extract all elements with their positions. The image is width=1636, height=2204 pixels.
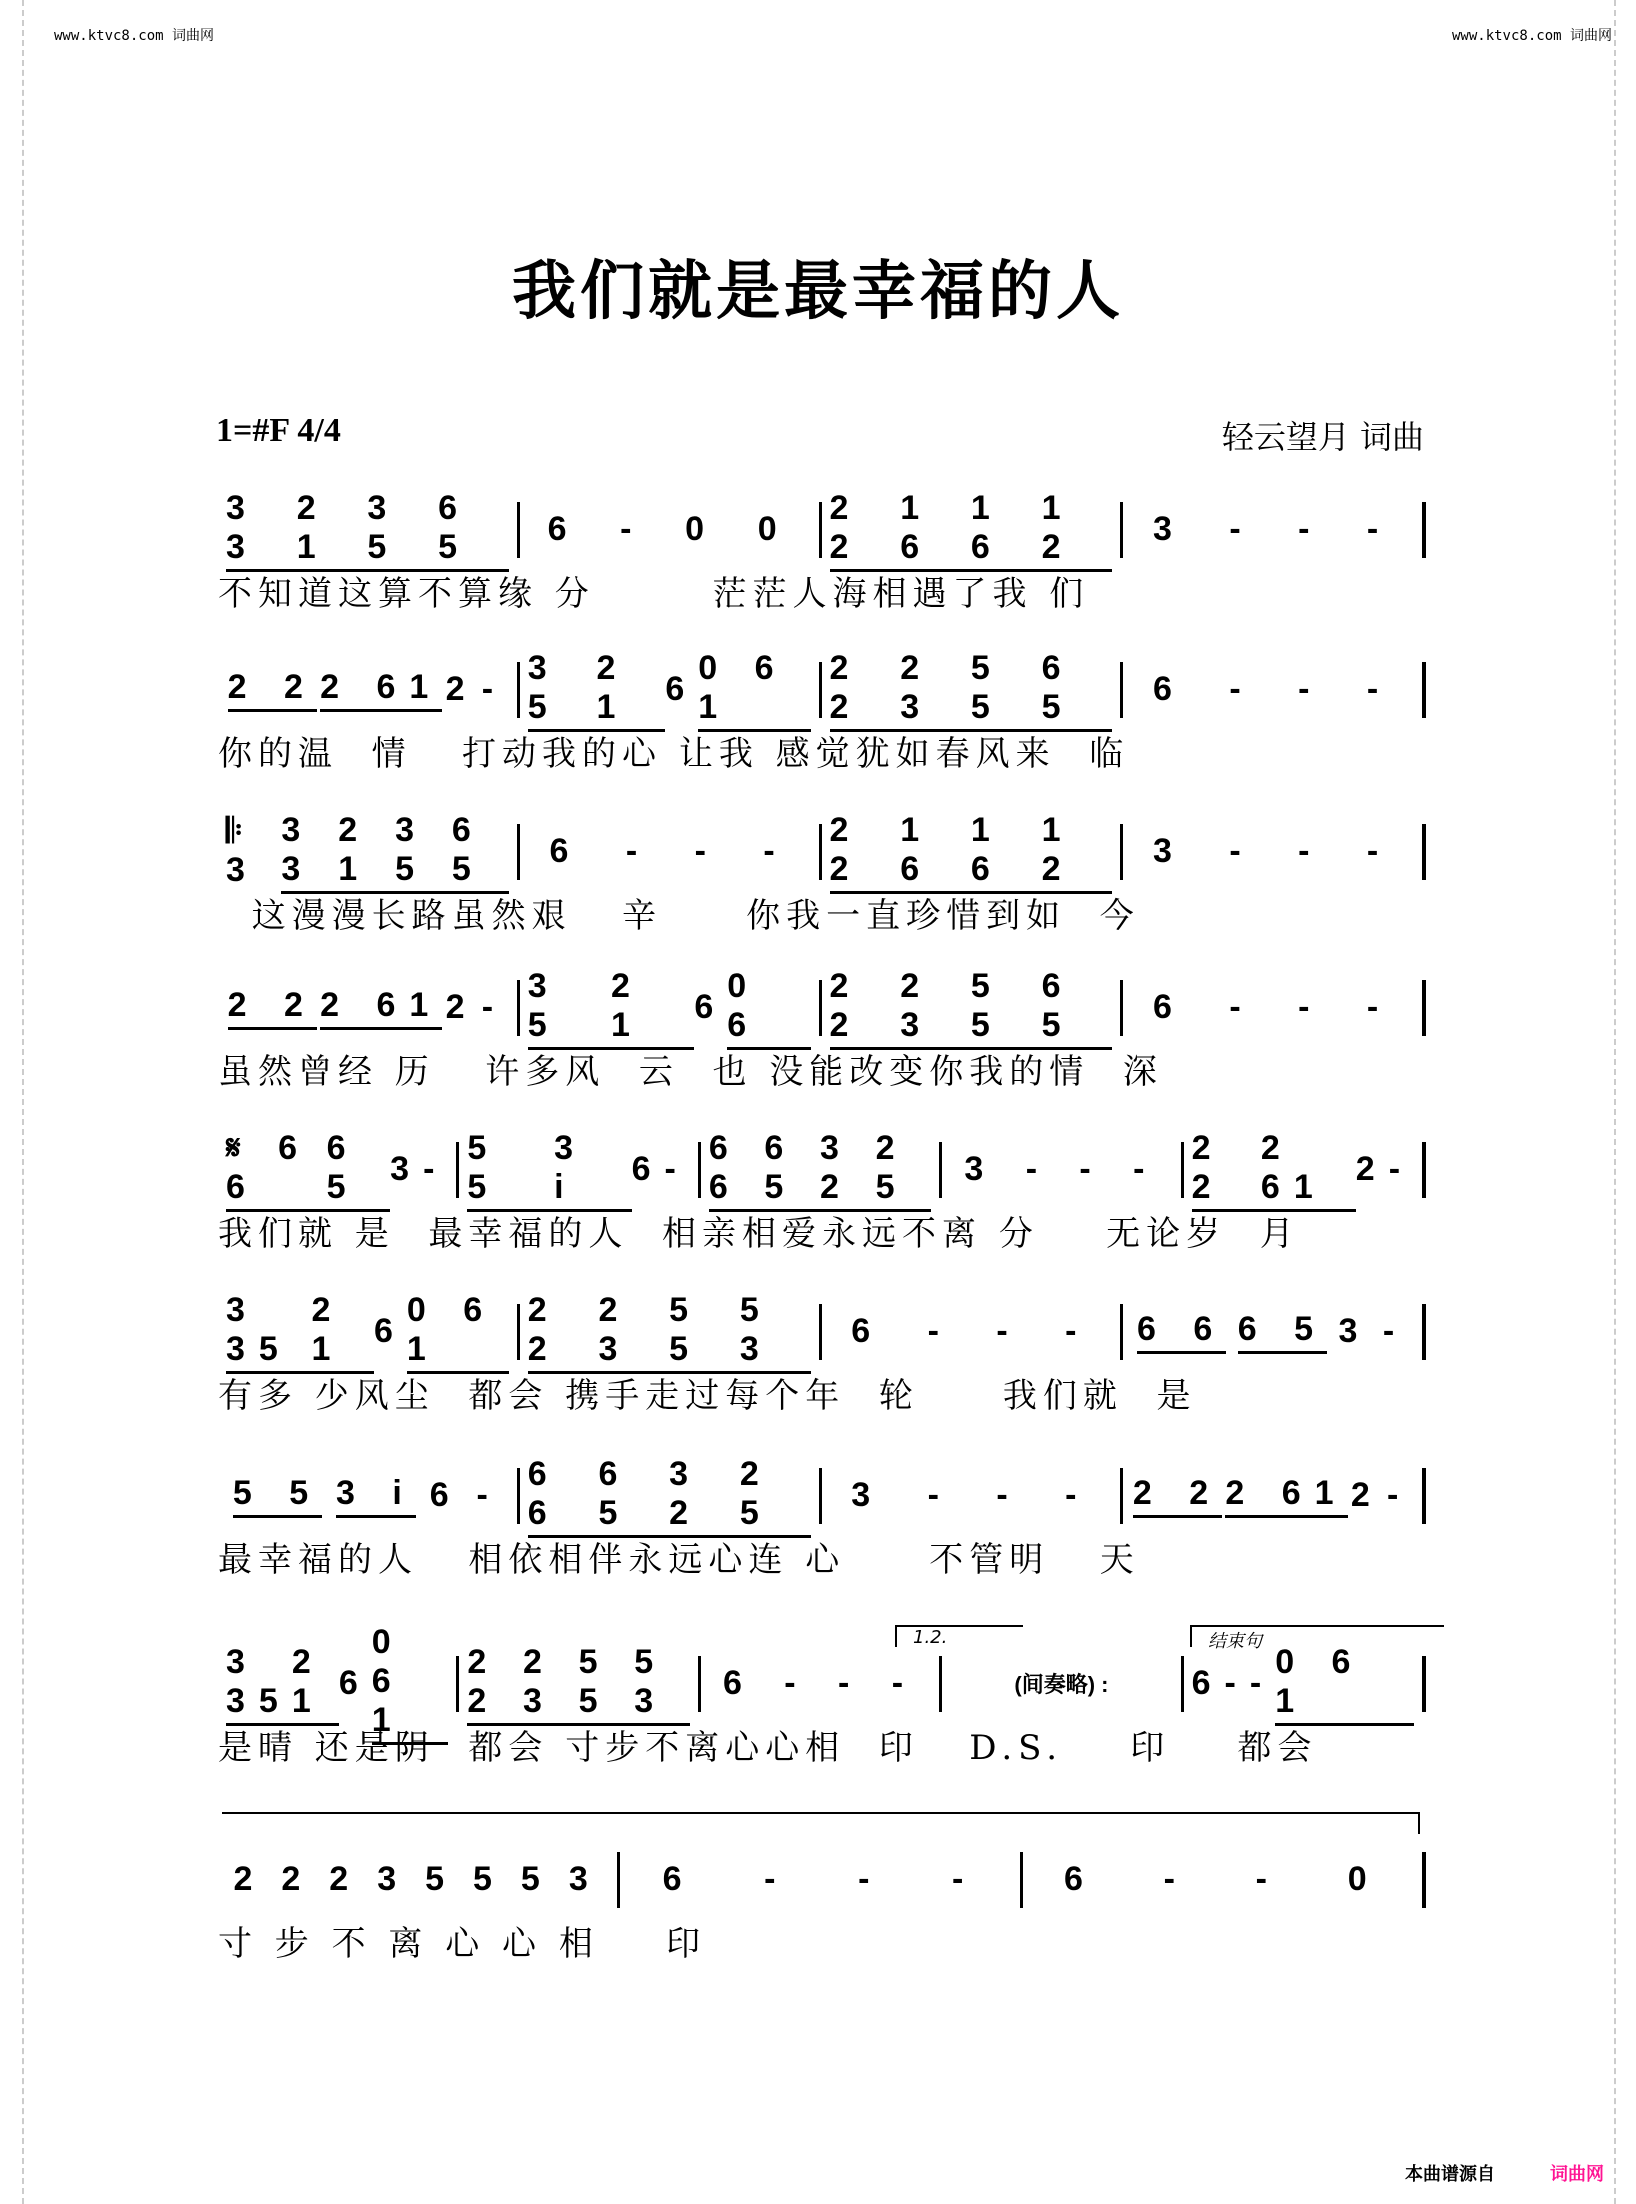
- note-group: 1 6: [971, 811, 1042, 894]
- measure: [218, 662, 520, 718]
- song-title: 我们就是最幸福的人: [512, 254, 1124, 329]
- lyrics-line: 不知道这算不算缘 分 茫茫人海相遇了我 们: [218, 574, 1090, 614]
- note-group: 2 3: [598, 1291, 669, 1374]
- measure: [822, 1468, 1124, 1524]
- note-group: 3 5: [528, 649, 597, 732]
- note-group: -: [784, 1663, 810, 1702]
- note-group: -: [664, 1149, 690, 1188]
- measure: [701, 1128, 942, 1206]
- note-group: 3 i: [336, 1474, 416, 1518]
- note-group: 6: [1152, 669, 1186, 708]
- lyrics-line: 寸 步 不 离 心 心 相 印: [218, 1924, 707, 1964]
- score-row: [218, 810, 1426, 937]
- volta-ending: 结束句: [1190, 1625, 1444, 1647]
- note-group: -: [996, 1311, 1022, 1350]
- measure: [1023, 1852, 1426, 1908]
- note-group: 6 5: [452, 811, 509, 894]
- note-group: 2: [233, 1859, 267, 1898]
- note-group: 6: [1191, 1663, 1225, 1702]
- measure: [822, 1304, 1124, 1360]
- note-group: 5: [473, 1859, 506, 1898]
- note-group: 6: [549, 831, 583, 870]
- notes-line: [218, 1290, 1426, 1368]
- note-group: 3: [390, 1149, 424, 1188]
- note-group: 3: [1338, 1311, 1372, 1350]
- measure: [822, 810, 1124, 888]
- note-group: 2 61: [320, 668, 442, 712]
- note-group: 5: [520, 1859, 554, 1898]
- note-group: -: [1366, 987, 1393, 1026]
- measure: [218, 1128, 459, 1206]
- measure: [218, 1623, 459, 1739]
- note-group: 1 6: [900, 489, 971, 572]
- note-group: 0: [1347, 1859, 1381, 1898]
- note-group: -: [1065, 1475, 1091, 1514]
- note-group: 2 2: [830, 811, 901, 894]
- note-group: 5 3: [740, 1291, 811, 1374]
- note-group: (间奏略) :: [1014, 1671, 1109, 1697]
- note-group: 2 3: [523, 1643, 579, 1726]
- note-group: 6: [429, 1475, 463, 1514]
- note-group: 2 5: [876, 1129, 932, 1212]
- note-group: -: [1163, 1859, 1189, 1898]
- note-group: 3: [964, 1149, 998, 1188]
- measure: [1123, 980, 1426, 1036]
- measure: [218, 1852, 620, 1908]
- note-group: 3 5: [395, 811, 452, 894]
- note-group: 5 5: [971, 649, 1042, 732]
- note-group: 6: [338, 1663, 372, 1702]
- measure: [1123, 1304, 1426, 1360]
- note-group: 3: [568, 1859, 602, 1898]
- lyrics-line: 有多 少风尘 都会 携手走过每个年 轮 我们就 是: [218, 1376, 1197, 1416]
- measure: [701, 1656, 942, 1712]
- measure: [822, 966, 1124, 1044]
- note-group: -: [1298, 987, 1324, 1026]
- note-group: 6 6: [1137, 1310, 1226, 1354]
- note-group: 5 5: [233, 1474, 322, 1518]
- measure: [459, 1642, 700, 1720]
- note-group: 2 2: [830, 649, 901, 732]
- note-group: -: [1388, 1149, 1415, 1188]
- note-group: 3 i: [554, 1129, 631, 1212]
- lyrics-line: 最幸福的人 相依相伴永远心连 心 不管明 天: [218, 1540, 1140, 1580]
- note-group: 3 5: [367, 489, 438, 572]
- note-group: 2 1: [297, 489, 368, 572]
- note-group: 5 5: [467, 1129, 554, 1212]
- note-group: 2 2: [830, 489, 901, 572]
- note-group: 2 2: [467, 1643, 523, 1726]
- note-group: 2: [281, 1859, 315, 1898]
- note-group: 6 5: [764, 1129, 820, 1212]
- note-group: 6 5: [1042, 967, 1113, 1050]
- note-group: 5 5: [669, 1291, 740, 1374]
- note-group: -: [763, 831, 789, 870]
- note-group: -: [1382, 1311, 1409, 1350]
- note-group: 2 2: [830, 967, 901, 1050]
- note-group: -: [927, 1311, 953, 1350]
- note-group: -: [1298, 831, 1324, 870]
- note-group: 6: [547, 509, 581, 548]
- note-group: 0: [685, 509, 719, 548]
- note-group: -: [1255, 1859, 1281, 1898]
- measure: [520, 502, 822, 558]
- note-group: 𝄋 6 6: [226, 1129, 327, 1212]
- note-group: 6 5: [327, 1129, 391, 1212]
- note-group: 3 5: [528, 967, 611, 1050]
- note-group: -: [1224, 1663, 1250, 1702]
- note-group: 6: [1064, 1859, 1097, 1898]
- note-group: -: [694, 831, 720, 870]
- note-group: 2 1: [611, 967, 694, 1050]
- notes-line: [218, 1850, 1426, 1910]
- note-group: 0 6: [727, 967, 810, 1050]
- note-group: 2 2: [228, 986, 317, 1030]
- note-group: -: [1249, 1663, 1276, 1702]
- note-group: -: [1366, 509, 1393, 548]
- score-row: [218, 1128, 1426, 1255]
- footer-site-link[interactable]: 词曲网: [1550, 2164, 1604, 2185]
- ending-bracket: [222, 1812, 1420, 1834]
- note-group: 1 2: [1042, 811, 1113, 894]
- measure: [218, 488, 520, 566]
- note-group: -: [476, 1475, 502, 1514]
- measure: [218, 1290, 520, 1368]
- lyrics-line: 虽然曾经 历 许多风 云 也 没能改变你我的情 深: [218, 1052, 1163, 1092]
- note-group: -: [838, 1663, 864, 1702]
- score-row: [218, 488, 1426, 615]
- note-group: 3 35: [226, 1643, 292, 1726]
- note-group: 3 35: [226, 1291, 311, 1374]
- note-group: 2 61: [1225, 1474, 1347, 1518]
- note-group: -: [891, 1663, 918, 1702]
- note-group: 2 2: [228, 668, 317, 712]
- note-group: 6 5: [598, 1455, 669, 1538]
- measure: [822, 488, 1124, 566]
- score-row: [218, 648, 1426, 775]
- measure: [620, 1852, 1022, 1908]
- score-row: [218, 1454, 1426, 1581]
- note-group: -: [1229, 509, 1255, 548]
- note-group: 3 3: [281, 811, 338, 894]
- measure: [1123, 502, 1426, 558]
- note-group: -: [1229, 831, 1255, 870]
- note-group: 3: [377, 1859, 411, 1898]
- note-group: -: [481, 669, 508, 708]
- notes-line: [218, 810, 1426, 889]
- note-group: 2 2: [1133, 1474, 1222, 1518]
- note-group: 6: [851, 1311, 885, 1350]
- note-group: -: [858, 1859, 884, 1898]
- score-row: [218, 966, 1426, 1093]
- lyrics-line: 这漫漫长路虽然艰 辛 你我一直珍惜到如 今: [218, 896, 1140, 936]
- note-group: 6: [631, 1149, 665, 1188]
- note-group: -: [1133, 1149, 1159, 1188]
- lyrics-line: 我们就 是 最幸福的人 相亲相爱永远不离 分 无论岁 月: [218, 1214, 1300, 1254]
- note-group: 1 6: [900, 811, 971, 894]
- measure: [942, 1142, 1183, 1198]
- measure: [520, 648, 822, 726]
- measure: [218, 810, 520, 889]
- note-group: 3: [851, 1475, 885, 1514]
- note-group: -: [1366, 831, 1393, 870]
- note-group: -: [423, 1149, 449, 1188]
- note-group: 6 6: [528, 1455, 599, 1538]
- note-group: -: [1298, 669, 1324, 708]
- note-group: 3 3: [226, 489, 297, 572]
- measure: [520, 1454, 822, 1532]
- watermark-left[interactable]: www.ktvc8.com 词曲网: [54, 28, 215, 44]
- lyrics-line: 是晴 还是阴 都会 寸步不离心心相 印 D.S. 印 都会: [218, 1728, 1318, 1768]
- note-group: -: [1298, 509, 1324, 548]
- notes-line: [218, 488, 1426, 566]
- footer-source: 本曲谱源自: [1405, 2164, 1495, 2185]
- note-group: 0 6 1: [407, 1291, 509, 1374]
- note-group: 5 3: [634, 1643, 690, 1726]
- note-group: 5 5: [971, 967, 1042, 1050]
- measure: [1184, 1128, 1426, 1206]
- notes-line: [218, 1454, 1426, 1532]
- measure: [1123, 1468, 1426, 1524]
- note-group: -: [620, 509, 646, 548]
- note-group: 6 5: [1238, 1310, 1327, 1354]
- measure: [459, 1128, 700, 1206]
- note-group: 𝄆 3: [226, 812, 259, 889]
- lyrics-line: 你的温 情 打动我的心 让我 感觉犹如春风来 临: [218, 734, 1130, 774]
- measure: [942, 1656, 1183, 1712]
- note-group: -: [1229, 669, 1255, 708]
- note-group: 2 61: [1261, 1129, 1356, 1212]
- measure: [1123, 824, 1426, 880]
- note-group: 0 6 1: [698, 649, 810, 732]
- note-group: 5: [425, 1859, 459, 1898]
- score-row: [218, 1850, 1426, 1965]
- measure: [1184, 1642, 1426, 1720]
- note-group: 2 3: [900, 649, 971, 732]
- note-group: 6: [665, 669, 699, 708]
- note-group: -: [1387, 1475, 1413, 1514]
- measure: [218, 980, 520, 1036]
- note-group: 1 2: [1042, 489, 1113, 572]
- note-group: 6 6: [709, 1129, 765, 1212]
- watermark-right[interactable]: www.ktvc8.com 词曲网: [1451, 28, 1612, 44]
- note-group: -: [625, 831, 652, 870]
- measure: [218, 1468, 520, 1524]
- notes-line: [218, 1128, 1426, 1206]
- measure: [520, 1290, 822, 1368]
- note-group: 3: [1152, 831, 1186, 870]
- note-group: 0 6 1: [372, 1623, 449, 1745]
- note-group: 2 1: [311, 1291, 373, 1374]
- measure: [520, 824, 822, 880]
- note-group: 2 2: [528, 1291, 599, 1374]
- note-group: 3 2: [669, 1455, 740, 1538]
- note-group: 2: [1355, 1149, 1389, 1188]
- volta-first: 1.2.: [895, 1625, 1023, 1647]
- note-group: 2 61: [320, 986, 442, 1030]
- note-group: 6 5: [438, 489, 509, 572]
- author: 轻云望月 词曲: [1221, 418, 1424, 456]
- note-group: 3: [1152, 509, 1186, 548]
- note-group: 2: [445, 669, 479, 708]
- note-group: -: [996, 1475, 1022, 1514]
- score-row: [218, 1290, 1426, 1417]
- note-group: 6: [694, 987, 728, 1026]
- key-signature: 1=#F 4/4: [216, 412, 341, 449]
- note-group: -: [1366, 669, 1393, 708]
- note-group: 2 1: [338, 811, 395, 894]
- note-group: 2 1: [292, 1643, 339, 1726]
- note-group: -: [481, 987, 508, 1026]
- note-group: -: [951, 1859, 978, 1898]
- note-group: 6: [373, 1311, 407, 1350]
- note-group: -: [1229, 987, 1255, 1026]
- note-group: -: [927, 1475, 953, 1514]
- note-group: 0 6 1: [1275, 1643, 1414, 1726]
- note-group: 2: [329, 1859, 363, 1898]
- note-group: 2: [1350, 1475, 1384, 1514]
- note-group: 2: [445, 987, 479, 1026]
- measure: [822, 648, 1124, 726]
- note-group: 6: [723, 1663, 756, 1702]
- note-group: 2 5: [740, 1455, 811, 1538]
- notes-line: [218, 648, 1426, 726]
- note-group: 6: [662, 1859, 696, 1898]
- note-group: -: [1025, 1149, 1052, 1188]
- measure: [520, 966, 822, 1044]
- note-group: -: [1065, 1311, 1091, 1350]
- note-group: 3 2: [820, 1129, 876, 1212]
- note-group: 6: [1152, 987, 1186, 1026]
- measure: [1123, 662, 1426, 718]
- note-group: 0: [757, 509, 791, 548]
- note-group: 1 6: [971, 489, 1042, 572]
- note-group: 5 5: [579, 1643, 635, 1726]
- note-group: -: [764, 1859, 790, 1898]
- note-group: 2 2: [1192, 1129, 1261, 1212]
- note-group: 2 1: [597, 649, 666, 732]
- note-group: 6 5: [1042, 649, 1113, 732]
- note-group: -: [1079, 1149, 1105, 1188]
- note-group: 2 3: [900, 967, 971, 1050]
- notes-line: [218, 966, 1426, 1044]
